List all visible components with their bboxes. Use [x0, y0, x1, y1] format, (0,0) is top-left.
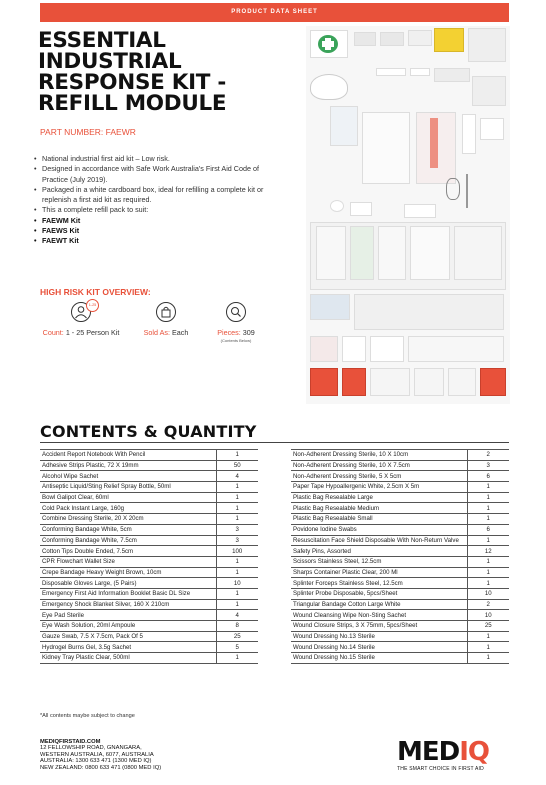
item-pack — [350, 226, 374, 280]
kit-overview — [36, 302, 276, 352]
item-pack — [342, 336, 366, 362]
table-row — [40, 610, 258, 621]
table-row — [291, 546, 509, 557]
item-name-cell: Disposable Gloves Large, (5 Pairs) — [40, 578, 216, 589]
item-pack — [480, 368, 506, 396]
item-pack — [408, 30, 432, 46]
item-pack — [434, 68, 470, 82]
table-row — [40, 578, 258, 589]
kit-contents-photo — [306, 26, 510, 404]
table-row — [291, 653, 509, 664]
item-qty-cell: 8 — [216, 621, 258, 632]
sold-value: Each — [171, 328, 189, 337]
contents-heading: CONTENTS & QUANTITY — [40, 422, 257, 441]
item-name-cell: Wound Cleansing Wipe Non-Sting Sachet — [291, 610, 467, 621]
contents-table-left — [40, 449, 258, 664]
item-name-cell: Sharps Container Plastic Clear, 200 Ml — [291, 567, 467, 578]
table-row — [40, 492, 258, 503]
overview-heading: HIGH RISK KIT OVERVIEW: — [40, 287, 151, 297]
item-name-cell: Eye Pad Sterile — [40, 610, 216, 621]
count-label: Count: — [42, 328, 64, 337]
item-pack — [354, 294, 504, 330]
item-name-cell: Non-Adherent Dressing Sterile, 10 X 10cm — [291, 450, 467, 461]
table-row — [40, 503, 258, 514]
logo-tagline: THE SMART CHOICE IN FIRST AID — [397, 766, 484, 772]
item-qty-cell: 1 — [216, 514, 258, 525]
item-qty-cell: 1 — [467, 578, 509, 589]
table-row — [291, 460, 509, 471]
table-row — [40, 471, 258, 482]
logo-text: MED — [397, 737, 460, 767]
item-name-cell: Bowl Galipot Clear, 60ml — [40, 492, 216, 503]
item-qty-cell: 10 — [467, 610, 509, 621]
item-qty-cell: 2 — [467, 599, 509, 610]
table-row — [40, 460, 258, 471]
item-pack — [350, 202, 372, 216]
item-qty-cell: 6 — [467, 471, 509, 482]
item-qty-cell: 10 — [216, 578, 258, 589]
list-item: • National industrial first aid kit – Low risk. — [34, 154, 170, 163]
table-row — [291, 567, 509, 578]
item-qty-cell: 1 — [467, 514, 509, 525]
cold-pack — [310, 368, 338, 396]
item-qty-cell: 1 — [216, 492, 258, 503]
item-qty-cell: 1 — [467, 631, 509, 642]
item-name-cell: Resuscitation Face Shield Disposable With Non-Return Valve — [291, 535, 467, 546]
item-qty-cell: 3 — [216, 535, 258, 546]
item-pack — [408, 336, 504, 362]
item-pack — [316, 226, 346, 280]
item-qty-cell: 1 — [216, 588, 258, 599]
item-pack — [410, 226, 450, 280]
item-strip — [376, 68, 406, 76]
phone-australia: AUSTRALIA: 1300 633 471 (1300 MED IQ) — [40, 758, 152, 765]
item-name-cell: Conforming Bandage White, 5cm — [40, 524, 216, 535]
table-row — [291, 588, 509, 599]
list-item: • Packaged in a white cardboard box, ideal for refilling a complete kit or replenish a first aid kit as required. — [34, 184, 264, 205]
item-pack — [370, 368, 410, 396]
item-name-cell: Paper Tape Hypoallergenic White, 2.5cm X 5m — [291, 482, 467, 493]
item-name-cell: Plastic Bag Resealable Medium — [291, 503, 467, 514]
item-name-cell: Wound Dressing No.13 Sterile — [291, 631, 467, 642]
item-qty-cell: 5 — [216, 642, 258, 653]
item-name-cell: Eye Wash Solution, 20ml Ampoule — [40, 621, 216, 632]
item-qty-cell: 100 — [216, 546, 258, 557]
item-name-cell: Wound Closure Strips, 3 X 75mm, 5pcs/Sheet — [291, 621, 467, 632]
item-qty-cell: 25 — [467, 621, 509, 632]
mediq-logo — [397, 738, 509, 778]
address-line: WESTERN AUSTRALIA, 6077, AUSTRALIA — [40, 751, 154, 758]
table-row — [40, 450, 258, 461]
shopping-bag-icon — [156, 302, 176, 322]
people-icon — [71, 302, 97, 322]
table-row — [291, 482, 509, 493]
item-qty-cell: 6 — [467, 524, 509, 535]
item-strip — [410, 68, 430, 76]
list-item: • FAEWM Kit — [34, 215, 81, 225]
part-number: PART NUMBER: FAEWR — [40, 127, 136, 137]
feature-list — [34, 154, 264, 247]
item-name-cell: Crepe Bandage Heavy Weight Brown, 10cm — [40, 567, 216, 578]
item-qty-cell: 25 — [216, 631, 258, 642]
divider — [40, 442, 509, 443]
item-name-cell: Triangular Bandage Cotton Large White — [291, 599, 467, 610]
item-name-cell: Accident Report Notebook With Pencil — [40, 450, 216, 461]
dressing-pack — [362, 112, 410, 184]
item-pack — [404, 204, 436, 218]
sold-label: Sold As: — [143, 328, 170, 337]
table-row — [40, 482, 258, 493]
item-name-cell: Plastic Bag Resealable Small — [291, 514, 467, 525]
item-qty-cell: 10 — [467, 588, 509, 599]
item-name-cell: Wound Dressing No.15 Sterile — [291, 653, 467, 664]
item-round — [330, 200, 344, 212]
page-title — [38, 30, 298, 114]
item-qty-cell: 3 — [216, 524, 258, 535]
item-name-cell: Cotton Tips Double Ended, 7.5cm — [40, 546, 216, 557]
list-item: • FAEWS Kit — [34, 226, 80, 236]
item-pack — [448, 368, 476, 396]
pieces-value: 309 — [242, 328, 255, 337]
item-pack — [468, 28, 506, 62]
red-label — [430, 118, 438, 168]
table-row — [40, 514, 258, 525]
list-item: • FAEWT Kit — [34, 236, 79, 246]
table-row — [291, 631, 509, 642]
item-qty-cell: 4 — [216, 610, 258, 621]
item-box — [310, 336, 338, 362]
item-name-cell: Povidone Iodine Swabs — [291, 524, 467, 535]
item-name-cell: Hydrogel Burns Gel, 3.5g Sachet — [40, 642, 216, 653]
item-qty-cell: 1 — [467, 556, 509, 567]
item-qty-cell: 50 — [216, 460, 258, 471]
item-pack — [342, 368, 366, 396]
item-name-cell: Emergency Shock Blanket Silver, 160 X 210cm — [40, 599, 216, 610]
item-qty-cell: 1 — [467, 482, 509, 493]
item-qty-cell: 1 — [216, 599, 258, 610]
item-name-cell: Alcohol Wipe Sachet — [40, 471, 216, 482]
item-qty-cell: 4 — [216, 471, 258, 482]
item-qty-cell: 1 — [467, 535, 509, 546]
sold-as-stat — [136, 302, 196, 337]
pieces-label: Pieces: — [217, 328, 241, 337]
table-row — [291, 503, 509, 514]
item-pack — [472, 76, 506, 106]
title-line: ESSENTIAL — [38, 28, 166, 53]
item-qty-cell: 1 — [216, 567, 258, 578]
item-qty-cell: 3 — [467, 460, 509, 471]
table-row — [291, 556, 509, 567]
count-value: 1 - 25 Person Kit — [65, 328, 120, 337]
item-pack — [354, 32, 376, 46]
item-name-cell: Conforming Bandage White, 7.5cm — [40, 535, 216, 546]
item-name-cell: Emergency First Aid Information Booklet Basic DL Size — [40, 588, 216, 599]
item-name-cell: Cold Pack Instant Large, 160g — [40, 503, 216, 514]
logo-text-accent: IQ — [459, 737, 489, 767]
item-pack — [310, 294, 350, 320]
forceps — [466, 174, 468, 208]
company-address — [40, 739, 161, 771]
item-name-cell: Kidney Tray Plastic Clear, 500ml — [40, 653, 216, 664]
item-qty-cell: 1 — [216, 450, 258, 461]
table-row — [40, 621, 258, 632]
item-strip — [462, 114, 476, 154]
title-line: RESPONSE KIT - — [38, 70, 226, 95]
item-name-cell: Combine Dressing Sterile, 20 X 20cm — [40, 514, 216, 525]
sharps-container — [434, 28, 464, 52]
table-row — [291, 535, 509, 546]
item-name-cell: Splinter Probe Disposable, 5pcs/Sheet — [291, 588, 467, 599]
item-name-cell: Antiseptic Liquid/Sting Relief Spray Bottle, 50ml — [40, 482, 216, 493]
address-line: 12 FELLOWSHIP ROAD, GNANGARA, — [40, 745, 142, 752]
item-qty-cell: 1 — [467, 567, 509, 578]
item-pack — [380, 32, 404, 46]
table-row — [40, 631, 258, 642]
item-name-cell: Splinter Forceps Stainless Steel, 12.5cm — [291, 578, 467, 589]
table-row — [40, 556, 258, 567]
table-row — [291, 524, 509, 535]
item-qty-cell: 1 — [216, 503, 258, 514]
item-pack — [378, 226, 406, 280]
magnifier-icon — [226, 302, 246, 322]
item-name-cell: Wound Dressing No.14 Sterile — [291, 642, 467, 653]
item-qty-cell: 12 — [467, 546, 509, 557]
table-row — [40, 642, 258, 653]
pieces-note: (Contents Below) — [220, 338, 252, 343]
list-item: • Designed in accordance with Safe Work Australia's First Aid Code of Practice (July 2019). — [34, 164, 259, 184]
kidney-tray — [310, 74, 348, 100]
item-pack — [370, 336, 404, 362]
table-row — [40, 546, 258, 557]
phone-new-zealand: NEW ZEALAND: 0800 633 471 (0800 MED IQ) — [40, 764, 162, 771]
item-pack — [480, 118, 504, 140]
count-badge: 1-25 — [86, 299, 99, 312]
item-qty-cell: 1 — [467, 642, 509, 653]
item-qty-cell: 1 — [467, 503, 509, 514]
cross-horizontal — [322, 41, 334, 47]
item-name-cell: Gauze Swab, 7.5 X 7.5cm, Pack Of 5 — [40, 631, 216, 642]
item-pack — [454, 226, 502, 280]
table-row — [291, 471, 509, 482]
item-name-cell: Safety Pins, Assorted — [291, 546, 467, 557]
contents-footnote: *All contents maybe subject to change — [40, 713, 135, 719]
item-name-cell: CPR Flowchart Wallet Size — [40, 556, 216, 567]
table-row — [40, 588, 258, 599]
item-qty-cell: 2 — [467, 450, 509, 461]
item-qty-cell: 1 — [216, 482, 258, 493]
table-row — [40, 535, 258, 546]
pieces-stat — [206, 302, 266, 343]
table-row — [40, 653, 258, 664]
item-box — [330, 106, 358, 146]
website-link[interactable]: MEDIQFIRSTAID.COM — [40, 739, 101, 745]
table-row — [291, 514, 509, 525]
table-row — [40, 524, 258, 535]
table-row — [291, 642, 509, 653]
table-row — [291, 610, 509, 621]
table-row — [40, 567, 258, 578]
item-name-cell: Adhesive Strips Plastic, 72 X 19mm — [40, 460, 216, 471]
table-row — [291, 492, 509, 503]
item-qty-cell: 1 — [467, 653, 509, 664]
item-pack — [414, 368, 444, 396]
product-data-sheet-banner: PRODUCT DATA SHEET — [40, 3, 509, 22]
title-line: INDUSTRIAL — [38, 49, 182, 74]
title-line: REFILL MODULE — [38, 91, 227, 116]
item-qty-cell: 1 — [216, 556, 258, 567]
count-stat — [36, 302, 126, 337]
list-item: • This a complete refill pack to suit: — [34, 205, 149, 215]
table-row — [291, 450, 509, 461]
item-name-cell: Non-Adherent Dressing Sterile, 5 X 5cm — [291, 471, 467, 482]
scissors — [446, 178, 460, 200]
table-row — [291, 599, 509, 610]
contents-table-right — [291, 449, 509, 664]
item-name-cell: Plastic Bag Resealable Large — [291, 492, 467, 503]
table-row — [291, 578, 509, 589]
table-row — [291, 621, 509, 632]
item-name-cell: Non-Adherent Dressing Sterile, 10 X 7.5cm — [291, 460, 467, 471]
item-qty-cell: 1 — [216, 653, 258, 664]
item-name-cell: Scissors Stainless Steel, 12.5cm — [291, 556, 467, 567]
table-row — [40, 599, 258, 610]
item-qty-cell: 1 — [467, 492, 509, 503]
